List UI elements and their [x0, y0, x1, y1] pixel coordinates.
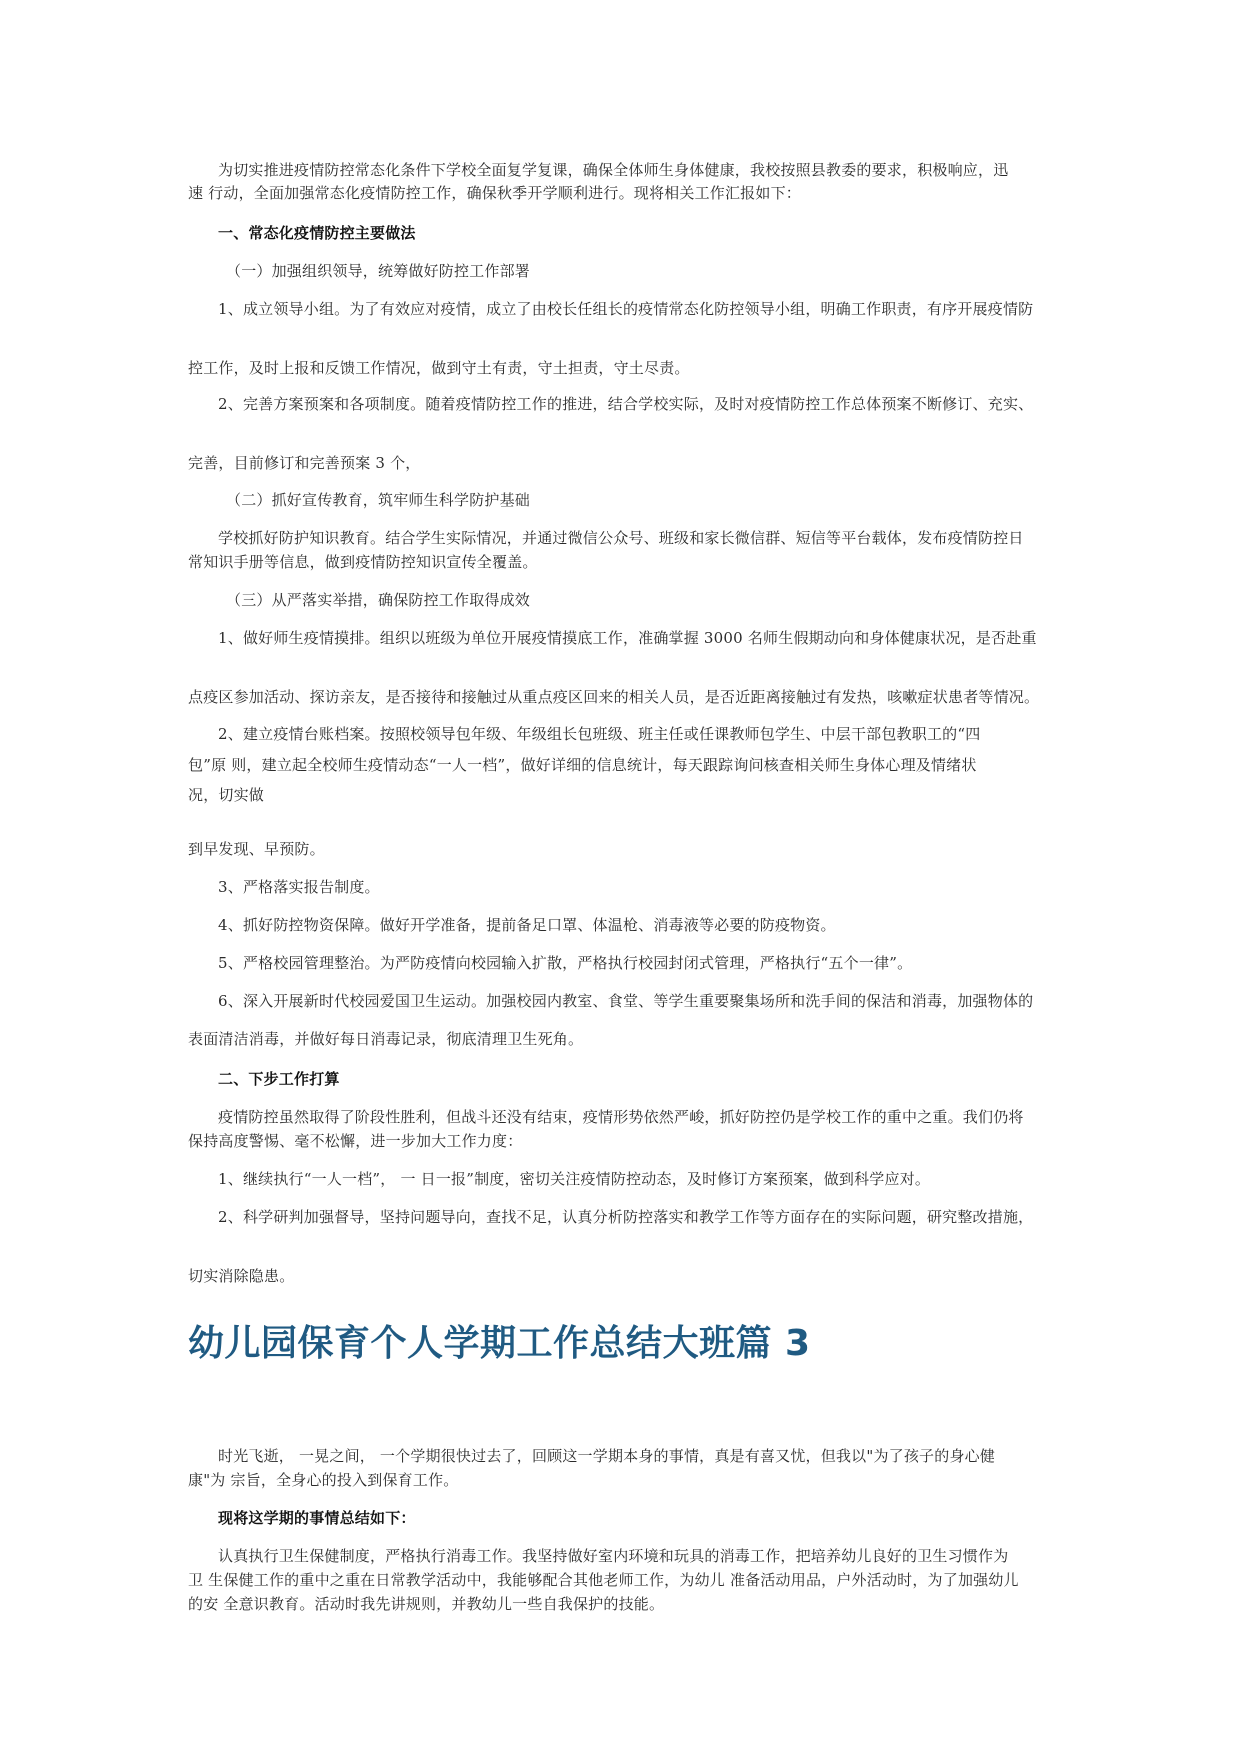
paragraph-line: 学校抓好防护知识教育。结合学生实际情况，并通过微信公众号、班级和家长微信群、短信等平台载体，发布疫情防控日: [218, 529, 1024, 547]
summary-heading: 现将这学期的事情总结如下：: [218, 1509, 416, 1527]
paragraph-line: 到早发现、早预防。: [188, 840, 325, 858]
paragraph-line: 表面清洁消毒，并做好每日消毒记录，彻底清理卫生死角。: [188, 1030, 584, 1048]
paragraph-line: 控工作，及时上报和反馈工作情况，做到守土有责，守土担责，守土尽责。: [188, 359, 690, 377]
paragraph-line: 保持高度警惕、毫不松懈，进一步加大工作力度：: [188, 1132, 523, 1150]
paragraph-line: 6、深入开展新时代校园爱国卫生运动。加强校园内教室、食堂、等学生重要聚集场所和洗手间的保洁和消毒，加强物体的: [218, 992, 1034, 1010]
paragraph-line: 点疫区参加活动、探访亲友，是否接待和接触过从重点疫区回来的相关人员，是否近距离接触过有发热，咳嗽症状患者等情况。: [188, 688, 1040, 706]
paragraph-line: 卫 生保健工作的重中之重在日常教学活动中，我能够配合其他老师工作，为幼儿 准备活动用品，户外活动时，为了加强幼儿: [188, 1571, 1019, 1589]
intro-line-1: 为切实推进疫情防控常态化条件下学校全面复学复课，确保全体师生身体健康，我校按照县教委的要求，积极响应，迅: [218, 161, 1009, 179]
paragraph-line: 4、抓好防控物资保障。做好开学准备，提前备足口罩、体温枪、消毒液等必要的防疫物资。: [218, 916, 836, 934]
paragraph-line: 认真执行卫生保健制度，严格执行消毒工作。我坚持做好室内环境和玩具的消毒工作，把培养幼儿良好的卫生习惯作为: [218, 1547, 1009, 1565]
paragraph-line: 的安 全意识教育。活动时我先讲规则，并教幼儿一些自我保护的技能。: [188, 1595, 665, 1613]
paragraph-line: 2、完善方案预案和各项制度。随着疫情防控工作的推进，结合学校实际，及时对疫情防控工作总体预案不断修订、充实、: [218, 395, 1034, 413]
paragraph-line: 疫情防控虽然取得了阶段性胜利，但战斗还没有结束，疫情形势依然严峻，抓好防控仍是学校工作的重中之重。我们仍将: [218, 1108, 1024, 1126]
paragraph-line: 1、做好师生疫情摸排。组织以班级为单位开展疫情摸底工作，准确掌握 3000 名师生假期动向和身体健康状况，是否赴重: [218, 629, 1037, 647]
subheading-2: （二）抓好宣传教育，筑牢师生科学防护基础: [226, 491, 531, 509]
paragraph-line: 常知识手册等信息，做到疫情防控知识宣传全覆盖。: [188, 553, 538, 571]
paragraph-line: 2、科学研判加强督导，坚持问题导向，查找不足，认真分析防控落实和教学工作等方面存在的实际问题，研究整改措施，: [218, 1208, 1034, 1226]
paragraph-line: 1、成立领导小组。为了有效应对疫情，成立了由校长任组长的疫情常态化防控领导小组，明确工作职责，有序开展疫情防: [218, 300, 1034, 318]
paragraph-line: 5、严格校园管理整治。为严防疫情向校园输入扩散，严格执行校园封闭式管理，严格执行“五个一律”。: [218, 954, 913, 972]
subheading-1: （一）加强组织领导，统筹做好防控工作部署: [226, 262, 531, 280]
section-heading-1: 一、常态化疫情防控主要做法: [218, 224, 416, 242]
article-title: 幼儿园保育个人学期工作总结大班篇 3: [188, 1323, 811, 1364]
subheading-3: （三）从严落实举措，确保防控工作取得成效: [226, 591, 531, 609]
paragraph-line: 康"为 宗旨，全身心的投入到保育工作。: [188, 1471, 459, 1489]
section-heading-2: 二、下步工作打算: [218, 1070, 340, 1088]
paragraph-line: 切实消除隐患。: [188, 1267, 295, 1285]
intro-line-2: 速 行动，全面加强常态化疫情防控工作，确保秋季开学顺利进行。现将相关工作汇报如下：: [188, 184, 801, 202]
paragraph-line: 完善，目前修订和完善预案 3 个，: [188, 454, 421, 472]
paragraph-line: 况，切实做: [188, 786, 265, 804]
paragraph-line: 时光飞逝， 一晃之间， 一个学期很快过去了，回顾这一学期本身的事情，真是有喜又忧，但我以"为了孩子的身心健: [218, 1447, 996, 1465]
paragraph-line: 包”原 则，建立起全校师生疫情动态“一人一档”，做好详细的信息统计，每天跟踪询问核查相关师生身体心理及情绪状: [188, 756, 977, 774]
paragraph-line: 3、严格落实报告制度。: [218, 878, 380, 896]
paragraph-line: 1、继续执行“一人一档”， 一 日一报”制度，密切关注疫情防控动态，及时修订方案预案，做到科学应对。: [218, 1170, 931, 1188]
paragraph-line: 2、建立疫情台账档案。按照校领导包年级、年级组长包班级、班主任或任课教师包学生、中层干部包教职工的“四: [218, 725, 981, 743]
